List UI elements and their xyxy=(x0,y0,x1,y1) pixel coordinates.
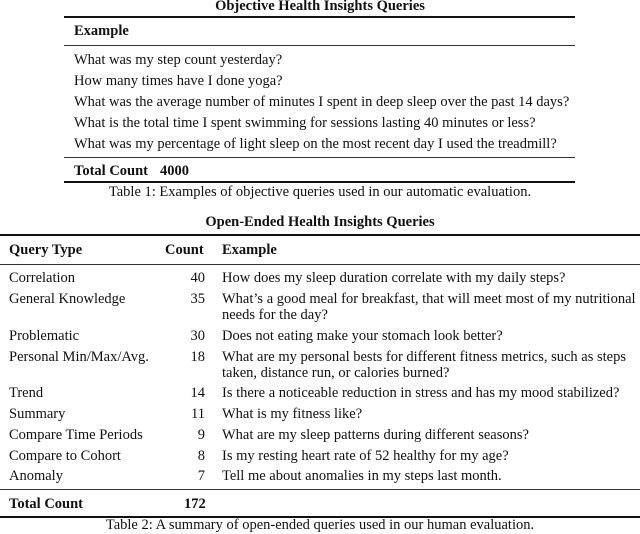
table2-header-example: Example xyxy=(222,242,277,258)
table2-row-example: Tell me about anomalies in my steps last month. xyxy=(222,468,502,484)
table2-row-type: Personal Min/Max/Avg. xyxy=(9,349,149,365)
table2-row-example: Is my resting heart rate of 52 healthy for my age? xyxy=(222,448,509,464)
table2-row-count: 14 xyxy=(190,385,205,401)
table2-row-count: 30 xyxy=(190,328,205,344)
table2-row-example: What are my sleep patterns during different seasons? xyxy=(222,427,529,443)
table2-total-label: Total Count xyxy=(9,496,84,512)
table2-row-example: What are my personal bests for different fitness metrics, such as steps xyxy=(222,349,627,365)
table1-total-value: 4000 xyxy=(160,163,189,179)
table2-header-count: Count xyxy=(165,242,204,258)
table2-header-rule xyxy=(0,264,640,265)
table2-row-example-cont: needs for the day? xyxy=(222,307,328,323)
table1-row: What was my step count yesterday? xyxy=(74,52,283,68)
table1-row: What was the average number of minutes I spent in deep sleep over the past 14 days? xyxy=(74,94,570,110)
table1-row: How many times have I done yoga? xyxy=(74,73,283,89)
table2-row-count: 7 xyxy=(197,468,205,484)
table2-row-type: Compare to Cohort xyxy=(9,448,121,464)
table2-title: Open-Ended Health Insights Queries xyxy=(205,214,435,230)
table2-row-type: Compare Time Periods xyxy=(9,427,143,443)
table1-total-rule xyxy=(64,157,575,158)
table2-row-type: Problematic xyxy=(9,328,80,344)
table2-row-count: 8 xyxy=(197,448,205,464)
table1-total-label: Total Count xyxy=(74,163,149,179)
table2-row-example: What is my fitness like? xyxy=(222,406,363,422)
table2-row-type: Summary xyxy=(9,406,66,422)
table1-row: What was my percentage of light sleep on the most recent day I used the treadmill? xyxy=(74,136,557,152)
table2-row-count: 11 xyxy=(191,406,205,422)
table2-row-example-cont: taken, distance run, or calories burned? xyxy=(222,365,450,381)
table2-row-example: Does not eating make your stomach look better? xyxy=(222,328,503,344)
table2-total-value: 172 xyxy=(184,496,206,512)
table2-top-rule xyxy=(0,234,640,236)
table1-top-rule xyxy=(64,16,575,18)
table2-header-type: Query Type xyxy=(9,242,83,258)
table2-row-example: What’s a good meal for breakfast, that will meet most of my nutritional xyxy=(222,291,636,307)
table2-row-type: General Knowledge xyxy=(9,291,126,307)
table1-header-rule xyxy=(64,45,575,46)
table2-row-type: Trend xyxy=(9,385,44,401)
table1-bottom-rule xyxy=(64,181,575,183)
table2-row-type: Anomaly xyxy=(9,468,63,484)
table2-row-example: How does my sleep duration correlate with my daily steps? xyxy=(222,270,566,286)
table2-caption: Table 2: A summary of open-ended queries used in our human evaluation. xyxy=(105,517,535,533)
table2-row-type: Correlation xyxy=(9,270,76,286)
table1-title: Objective Health Insights Queries xyxy=(215,0,425,14)
table1-caption: Table 1: Examples of objective queries used in our automatic evaluation. xyxy=(108,184,532,200)
table2-row-count: 35 xyxy=(190,291,205,307)
table2-row-count: 18 xyxy=(190,349,205,365)
table2-total-rule xyxy=(0,489,640,490)
table2-row-count: 40 xyxy=(190,270,205,286)
table1-header-example: Example xyxy=(74,23,129,39)
table2-row-count: 9 xyxy=(197,427,205,443)
table2-row-example: Is there a noticeable reduction in stress and has my mood stabilized? xyxy=(222,385,620,401)
table1-row: What is the total time I spent swimming for sessions lasting 40 minutes or less? xyxy=(74,115,536,131)
